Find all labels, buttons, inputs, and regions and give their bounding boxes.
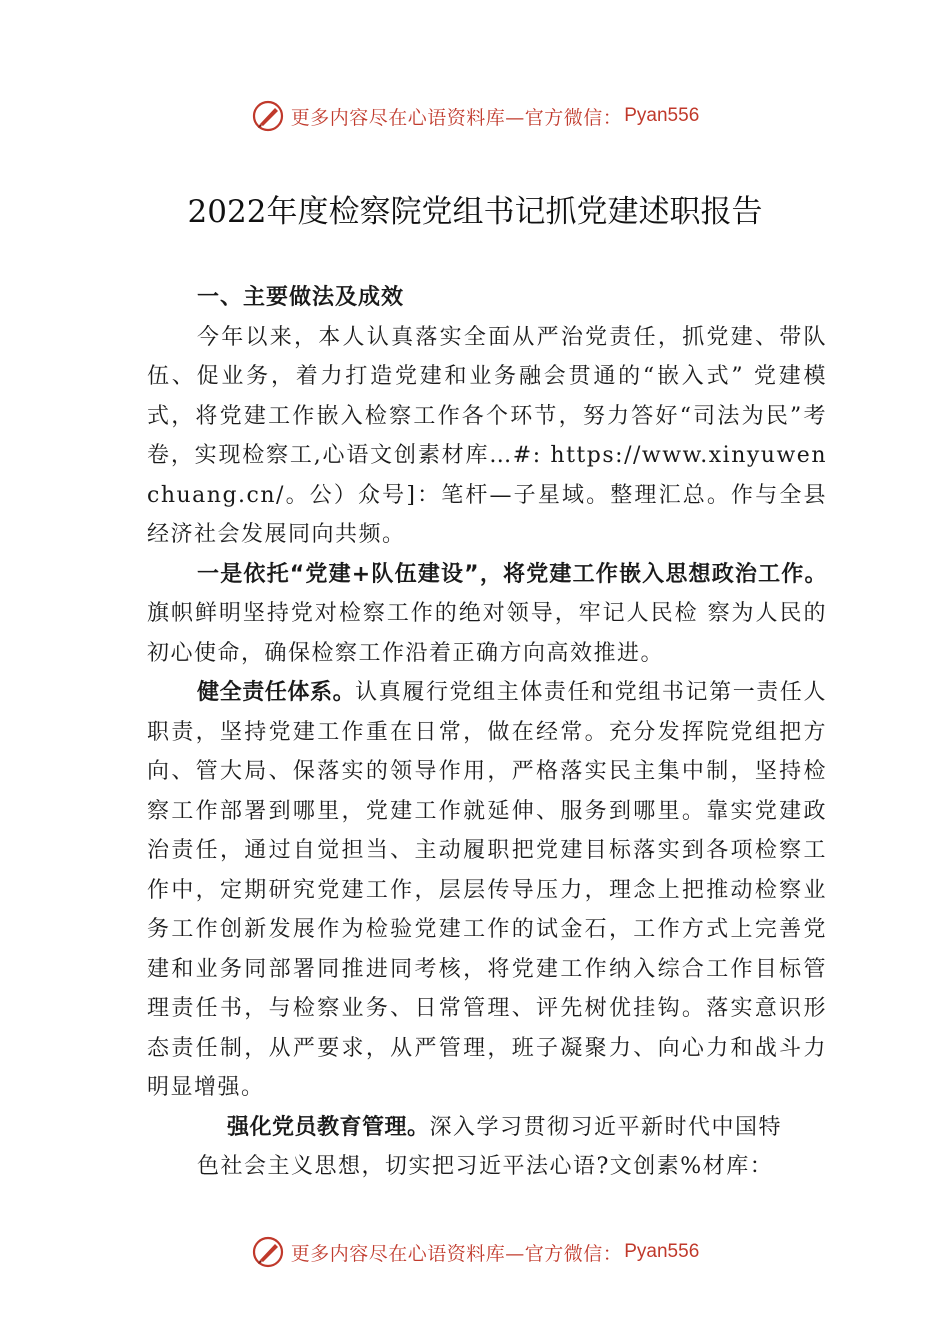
pen-logo-icon (251, 99, 285, 133)
section-heading: 一、主要做法及成效 (197, 285, 405, 310)
document-title: 2022年度检察院党组书记抓党建述职报告 (187, 194, 763, 230)
paragraph-education-lead: 强化党员教育管理。 (227, 1114, 430, 1140)
document-body (147, 278, 827, 1187)
paragraph-responsibility (147, 673, 827, 1108)
footer-watermark-banner (0, 1232, 950, 1272)
paragraph-point-1 (147, 555, 827, 674)
paragraph-responsibility-lead: 健全责任体系。 (197, 680, 356, 705)
paragraph-intro: 今年以来，本人认真落实全面从严治党责任，抓党建、带队伍、促业务，着力打造党建和业务融会贯通的“嵌入式” 党建模式，将党建工作嵌入检察工作各个环节，努力答好“司法为民”考卷，实现检察工,心语文创素材库…#: https://www.xinyuwenchuang.cn/。公）众号]：笔杆—子星域。整理汇总。作与全县经济社会发展同向共频。 (147, 324, 827, 547)
pen-logo-icon (251, 1235, 285, 1269)
paragraph-point-1-lead: 一是依托“党建+队伍建设”，将党建工作嵌入思想政治工作。 (197, 561, 827, 587)
paragraph-point-1-text: 旗帜鲜明坚持党对检察工作的绝对领导，牢记人民检 察为人民的初心使命，确保检察工作沿着正确方向高效推进。 (147, 601, 827, 666)
banner-text: 更多内容尽在心语资料库—官方微信： (290, 1242, 623, 1265)
banner-wechat-id: Pyan556 (624, 1241, 700, 1262)
paragraph-education (147, 1108, 827, 1148)
banner-wechat-id: Pyan556 (624, 105, 700, 126)
header-watermark-banner (0, 96, 950, 136)
paragraph-education-text: 深入学习贯彻习近平新时代中国特 (429, 1114, 783, 1140)
paragraph-education-cont: 色社会主义思想，切实把习近平法心语?文创素%材库： (197, 1154, 774, 1179)
paragraph-responsibility-text: 认真履行党组主体责任和党组书记第一责任人职责，坚持党建工作重在日常，做在经常。充分发挥院党组把方向、管大局、保落实的领导作用，严格落实民主集中制，坚持检察工作部署到哪里，党建工作就延伸、服务到哪里。靠实党建政治责任，通过自觉担当、主动履职把党建目标落实到各项检察工作中，定期研究党建工作，层层传导压力，理念上把推动检察业务工作创新发展作为检验党建工作的试金石，工作方式上完善党建和业务同部署同推进同考核，将党建工作纳入综合工作目标管理责任书，与检察业务、日常管理、评先树优挂钩。落实意识形态责任制，从严要求，从严管理，班子凝聚力、向心力和战斗力明显增强。 (147, 680, 827, 1100)
banner-text: 更多内容尽在心语资料库—官方微信： (290, 106, 623, 129)
